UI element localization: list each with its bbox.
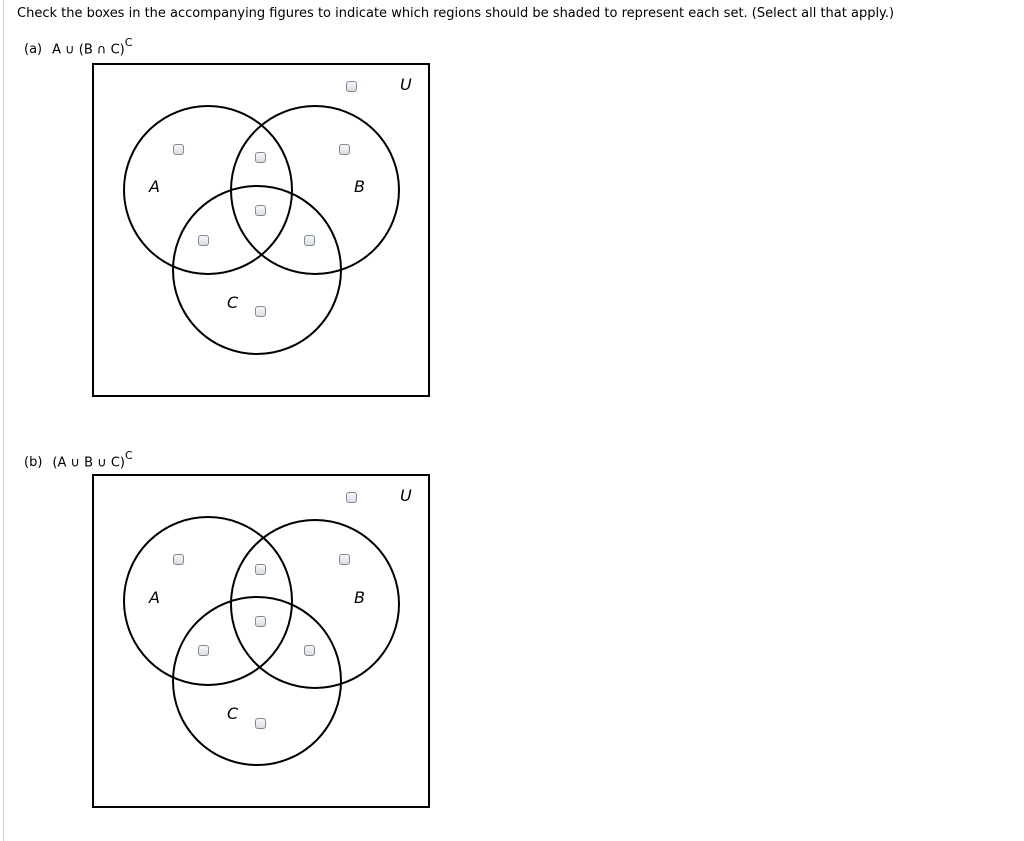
set-label-u: U xyxy=(400,486,412,505)
set-label-c: C xyxy=(227,293,239,312)
part-b-letter: (b) xyxy=(24,455,43,471)
part-a-letter: (a) xyxy=(24,42,43,58)
set-label-u: U xyxy=(400,75,412,94)
left-border xyxy=(3,0,4,841)
checkbox-region-a-and-b[interactable] xyxy=(255,152,266,163)
part-a-expression: A ∪ (B ∩ C) xyxy=(52,42,125,58)
checkbox-region-a-and-c[interactable] xyxy=(198,235,209,246)
checkbox-region-b-and-c[interactable] xyxy=(304,235,315,246)
universe-box xyxy=(93,64,429,396)
instructions-text: Check the boxes in the accompanying figures to indicate which regions should be shaded to represent each set. (Select all that apply.) xyxy=(17,6,895,21)
checkbox-region-outside[interactable] xyxy=(346,81,357,92)
part-a-label xyxy=(24,38,132,57)
part-a-complement-mark: C xyxy=(124,36,133,49)
set-label-a: A xyxy=(149,177,160,196)
venn-b-figure xyxy=(92,474,430,808)
checkbox-region-a-b-c[interactable] xyxy=(255,205,266,216)
venn-diagram-b xyxy=(92,474,430,808)
checkbox-region-b-only[interactable] xyxy=(339,554,350,565)
checkbox-region-a-and-b[interactable] xyxy=(255,564,266,575)
venn-a-figure xyxy=(92,63,430,397)
part-b-complement-mark: C xyxy=(125,449,133,462)
set-label-b: B xyxy=(354,177,365,196)
circle-b xyxy=(231,520,399,688)
circle-b xyxy=(231,106,399,274)
checkbox-region-b-and-c[interactable] xyxy=(304,645,315,656)
set-label-c: C xyxy=(227,704,239,723)
set-label-b: B xyxy=(354,588,365,607)
part-b-label xyxy=(24,451,133,470)
checkbox-region-c-only[interactable] xyxy=(255,718,266,729)
checkbox-region-b-only[interactable] xyxy=(339,144,350,155)
checkbox-region-a-b-c[interactable] xyxy=(255,616,266,627)
checkbox-region-a-only[interactable] xyxy=(173,144,184,155)
set-label-a: A xyxy=(149,588,160,607)
venn-diagram-a xyxy=(92,63,430,397)
checkbox-region-a-only[interactable] xyxy=(173,554,184,565)
part-b-expression: (A ∪ B ∪ C) xyxy=(52,455,125,471)
checkbox-region-a-and-c[interactable] xyxy=(198,645,209,656)
universe-box xyxy=(93,475,429,807)
checkbox-region-outside[interactable] xyxy=(346,492,357,503)
checkbox-region-c-only[interactable] xyxy=(255,306,266,317)
